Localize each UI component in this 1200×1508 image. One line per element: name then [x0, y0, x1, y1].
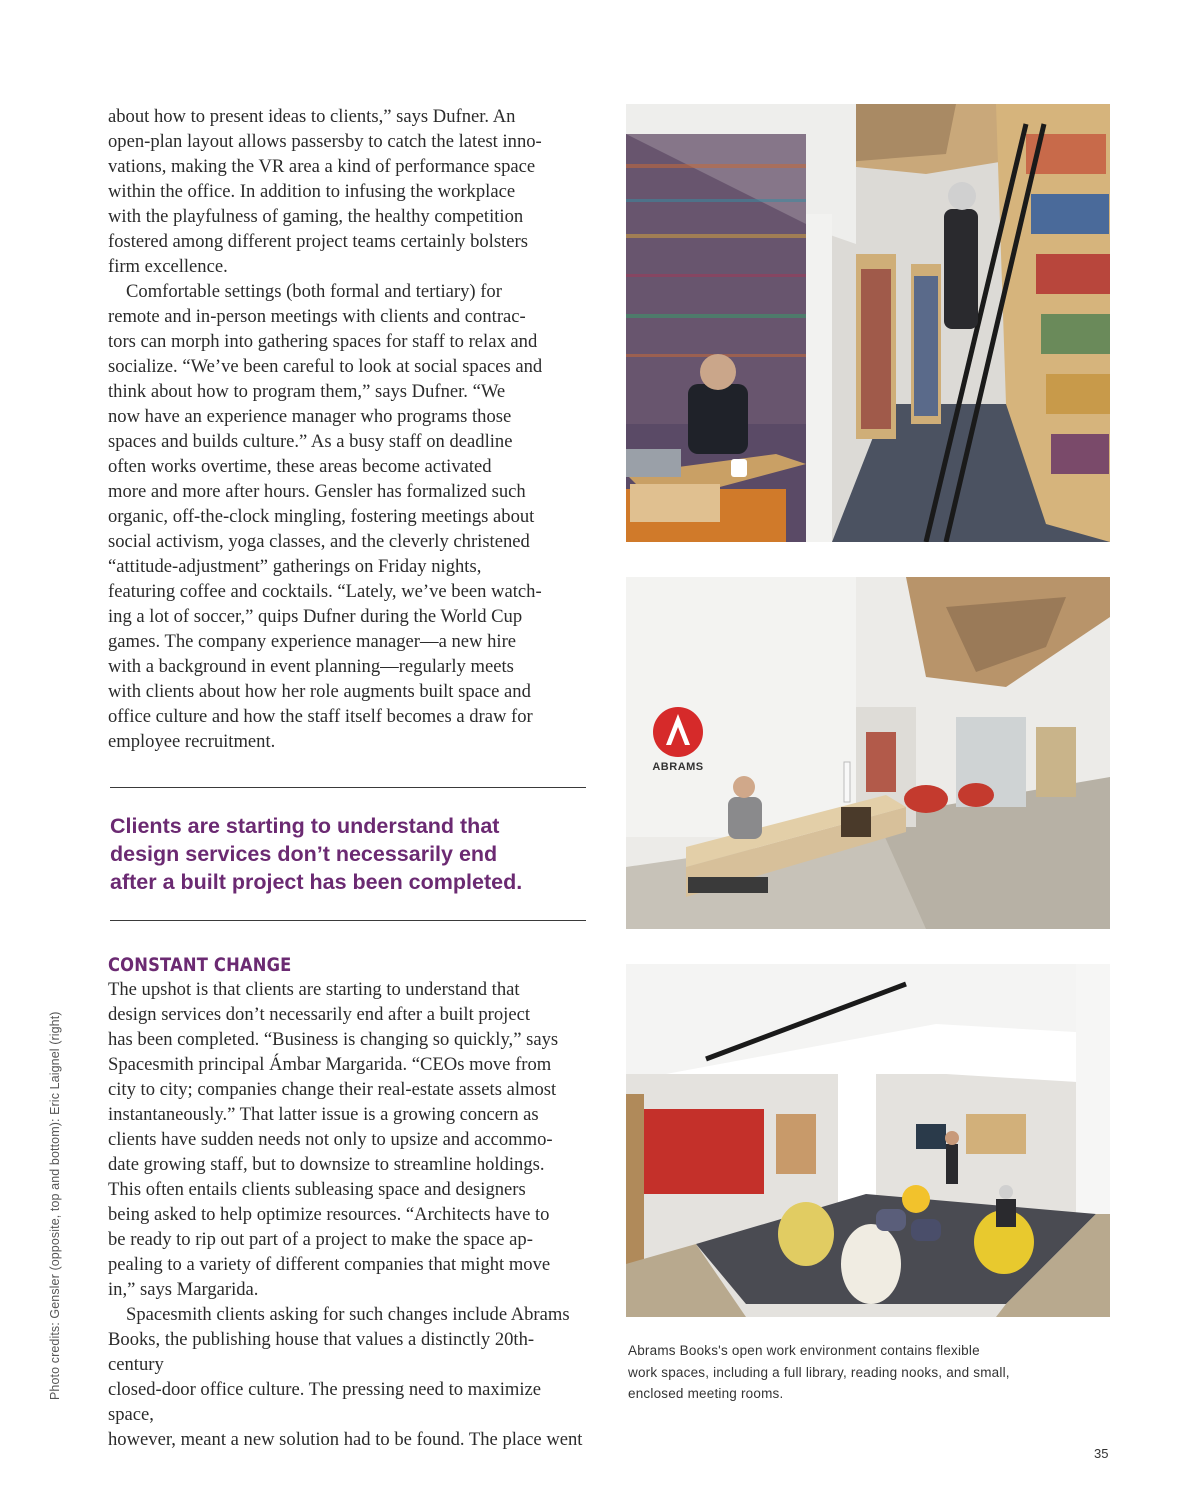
pull-quote-line: after a built project has been completed.: [110, 870, 523, 894]
text-line: often works overtime, these areas become activated: [108, 456, 492, 477]
text-line: pealing to a variety of different companies that might move: [108, 1254, 551, 1275]
text-line: tors can morph into gathering spaces for staff to relax and: [108, 331, 538, 352]
text-line: spaces and builds culture.” As a busy staff on deadline: [108, 431, 513, 452]
text-line: being asked to help optimize resources. “Architects have to: [108, 1204, 550, 1225]
lounge-photo: [626, 964, 1110, 1317]
text-line: be ready to rip out part of a project to make the space ap-: [108, 1229, 533, 1250]
text-line: with a background in event planning—regularly meets: [108, 656, 514, 677]
caption-line: enclosed meeting rooms.: [628, 1386, 784, 1401]
text-line: employee recruitment.: [108, 731, 276, 752]
logo-wordmark: ABRAMS: [652, 761, 704, 773]
text-line: Spacesmith principal Ámbar Margarida. “CEOs move from: [108, 1054, 552, 1075]
pull-quote-line: Clients are starting to understand that: [110, 814, 500, 838]
third-paragraph: [108, 977, 586, 1302]
text-line: social activism, yoga classes, and the cleverly christened: [108, 531, 530, 552]
text-line: ing a lot of soccer,” quips Dufner during the World Cup: [108, 606, 523, 627]
text-line: “attitude-adjustment” gatherings on Friday nights,: [108, 556, 482, 577]
caption-line: work spaces, including a full library, reading nooks, and small,: [628, 1364, 1010, 1380]
text-line: instantaneously.” That latter issue is a growing concern as: [108, 1104, 539, 1125]
text-line: date growing staff, but to downsize to streamline holdings.: [108, 1154, 545, 1175]
library-photo: [626, 104, 1110, 542]
text-line: games. The company experience manager—a new hire: [108, 631, 517, 652]
text-line: now have an experience manager who programs those: [108, 406, 512, 427]
text-line: clients have sudden needs not only to upsize and accommo-: [108, 1129, 553, 1150]
text-line: vations, making the VR area a kind of performance space: [108, 156, 536, 177]
text-line: The upshot is that clients are starting to understand that: [108, 979, 520, 1000]
pull-quote-top-rule: [110, 787, 586, 788]
text-line: open-plan layout allows passersby to catch the latest inno-: [108, 131, 542, 152]
text-line: This often entails clients subleasing space and designers: [108, 1179, 526, 1200]
text-line: Comfortable settings (both formal and tertiary) for: [126, 281, 502, 302]
text-line: in,” says Margarida.: [108, 1279, 259, 1300]
text-line: with clients about how her role augments built space and: [108, 681, 531, 702]
second-paragraph: [108, 279, 586, 754]
text-line: socialize. “We’ve been careful to look at social spaces and: [108, 356, 543, 377]
text-line: organic, off-the-clock mingling, fostering meetings about: [108, 506, 535, 527]
text-line: firm excellence.: [108, 256, 228, 277]
photo-credit: Photo credits: Gensler (opposite, top and bottom): Eric Laignel (right): [48, 1011, 62, 1400]
pull-quote: [108, 812, 586, 896]
text-line: office culture and how the staff itself becomes a draw for: [108, 706, 533, 727]
pull-quote-bottom-rule: [110, 920, 586, 921]
pull-quote-line: design services don’t necessarily end: [110, 842, 498, 866]
text-line: within the office. In addition to infusing the workplace: [108, 181, 516, 202]
article-column: [108, 104, 586, 1452]
intro-paragraph: [108, 104, 586, 279]
fourth-paragraph: [108, 1302, 586, 1452]
text-line: city to city; companies change their real-estate assets almost: [108, 1079, 557, 1100]
text-line: however, meant a new solution had to be found. The place went: [108, 1429, 583, 1450]
caption-line: Abrams Books's open work environment contains flexible: [628, 1343, 980, 1358]
text-line: about how to present ideas to clients,” says Dufner. An: [108, 106, 516, 127]
text-line: remote and in-person meetings with clients and contrac-: [108, 306, 526, 327]
text-line: Spacesmith clients asking for such changes include Abrams: [126, 1304, 570, 1325]
page-number: 35: [1094, 1446, 1109, 1461]
text-line: with the playfulness of gaming, the healthy competition: [108, 206, 524, 227]
text-line: design services don’t necessarily end after a built project: [108, 1004, 530, 1025]
text-line: think about how to program them,” says Dufner. “We: [108, 381, 506, 402]
text-line: featuring coffee and cocktails. “Lately, we’ve been watch-: [108, 581, 542, 602]
photo-caption: [628, 1340, 1098, 1405]
text-line: closed-door office culture. The pressing need to maximize space,: [108, 1379, 542, 1425]
text-line: Books, the publishing house that values a distinctly 20th-century: [108, 1329, 535, 1375]
abrams-logo: [653, 707, 703, 757]
text-line: more and more after hours. Gensler has formalized such: [108, 481, 526, 502]
text-line: has been completed. “Business is changing so quickly,” says: [108, 1029, 559, 1050]
reception-photo: [626, 577, 1110, 929]
text-line: fostered among different project teams certainly bolsters: [108, 231, 528, 252]
section-heading: CONSTANT CHANGE: [108, 954, 292, 976]
